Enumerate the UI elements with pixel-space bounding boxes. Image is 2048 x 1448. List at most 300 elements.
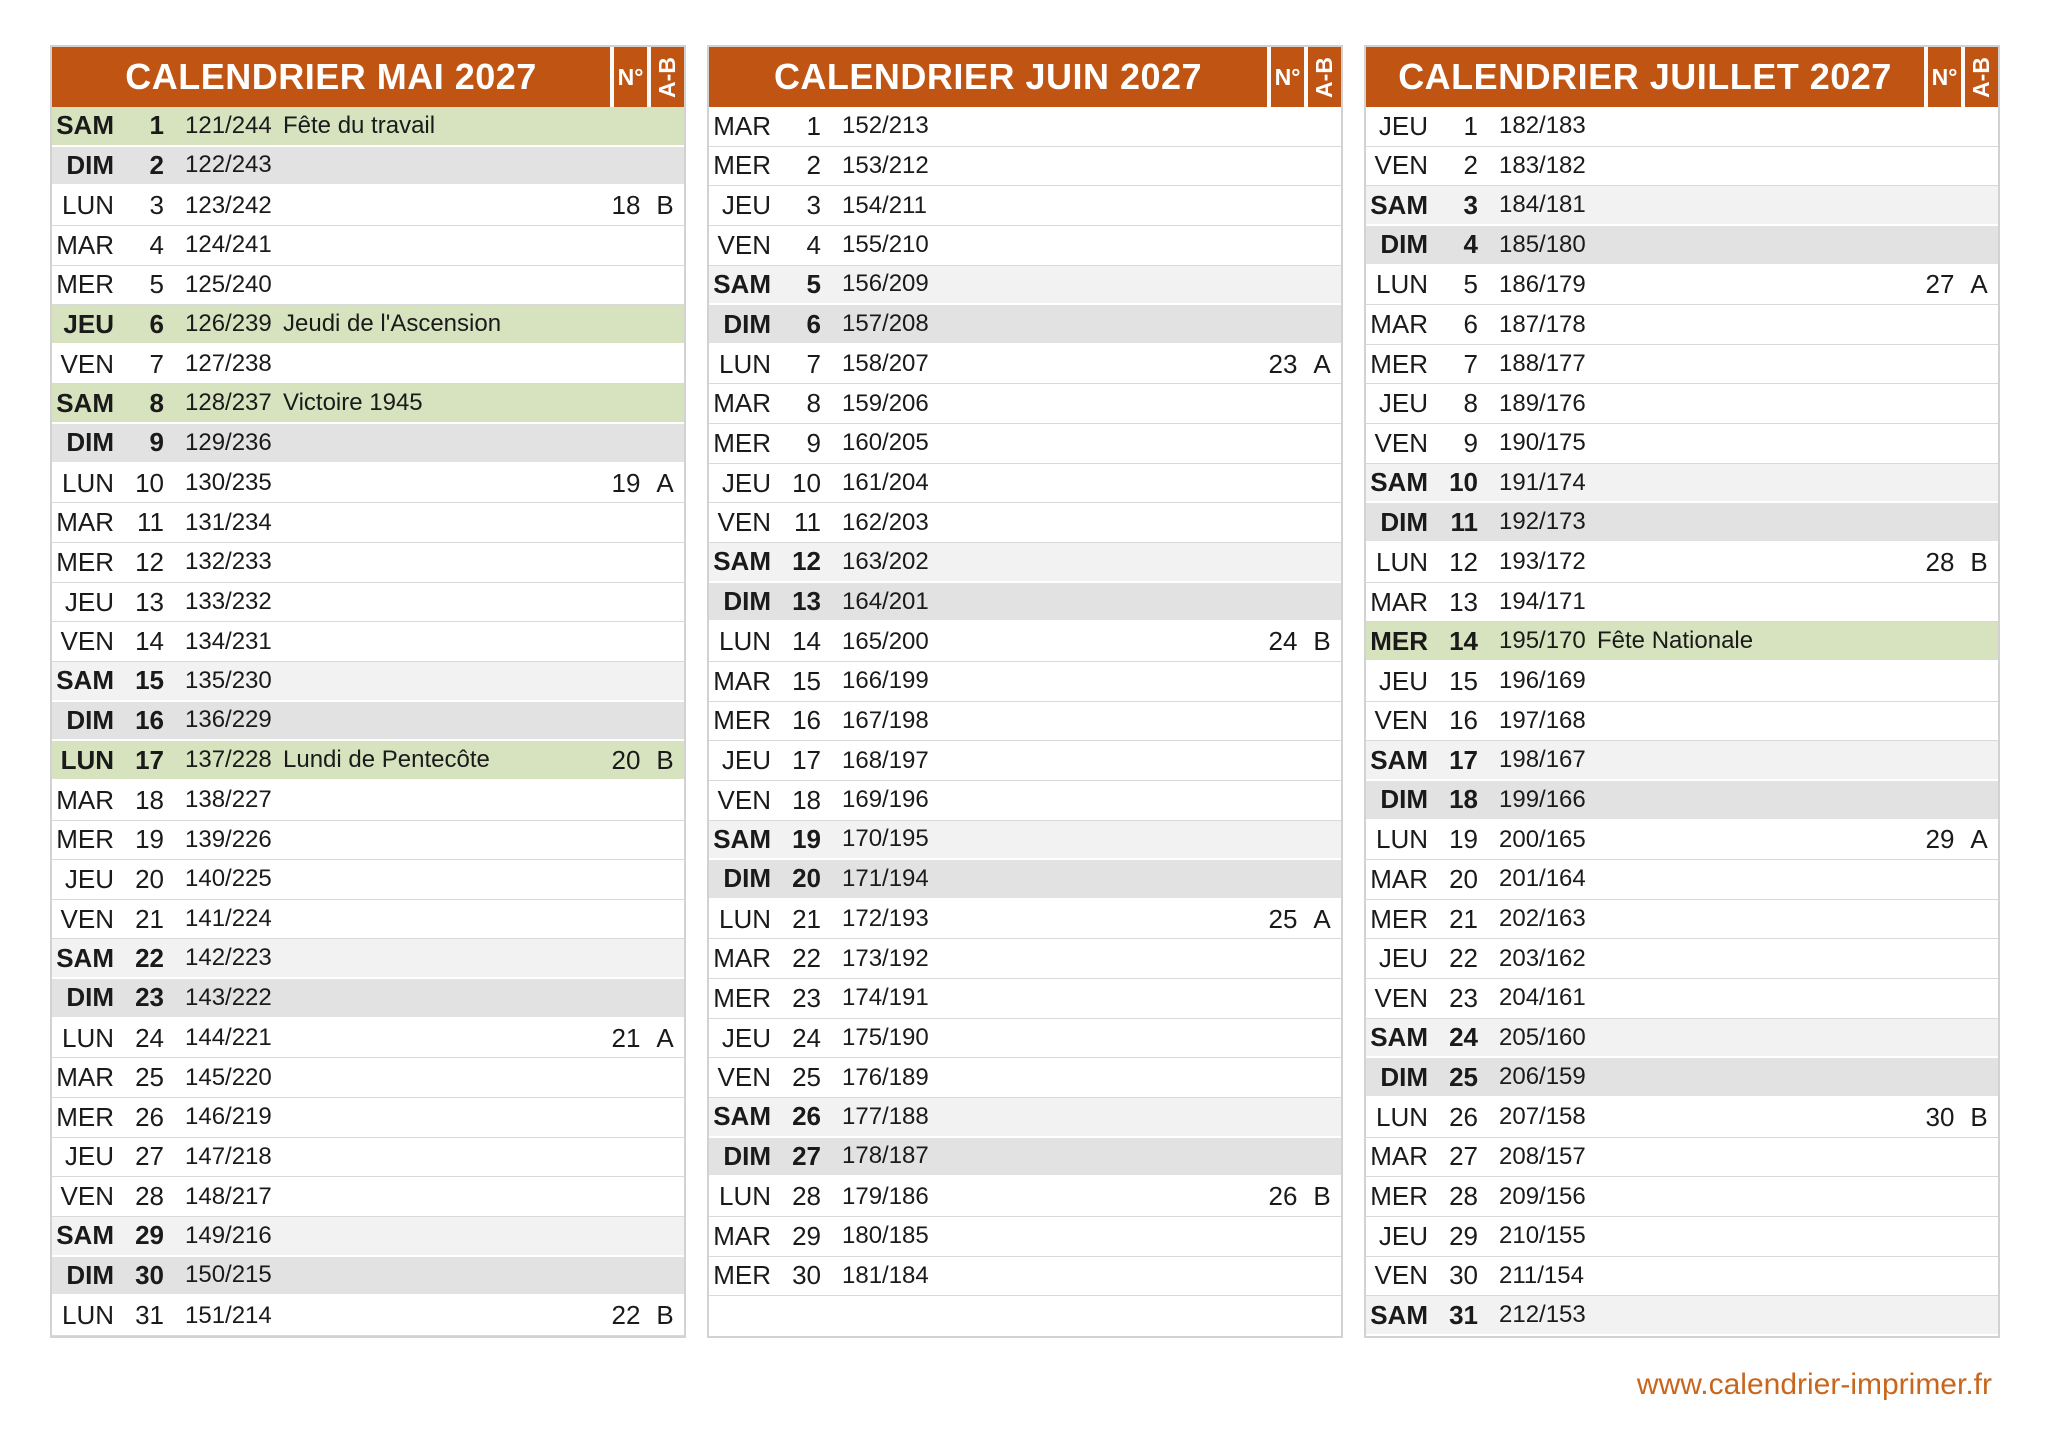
day-number: 17 xyxy=(792,745,821,776)
day-of-year: 174/191 xyxy=(842,984,929,1012)
calendar-row xyxy=(52,1217,684,1257)
calendar-row xyxy=(709,1058,1341,1098)
day-abbrev: JEU xyxy=(64,1141,114,1172)
day-abbrev: VEN xyxy=(60,1181,114,1212)
calendar-row xyxy=(1366,503,1998,543)
day-of-year: 180/185 xyxy=(842,1222,929,1250)
day-of-year: 129/236 xyxy=(185,428,272,456)
day-of-year: 210/155 xyxy=(1499,1222,1586,1250)
day-number: 31 xyxy=(135,1300,164,1331)
day-abbrev: MER xyxy=(1370,348,1428,379)
day-abbrev: DIM xyxy=(66,427,114,458)
ab-letter: A xyxy=(1313,348,1331,379)
day-of-year: 148/217 xyxy=(185,1182,272,1210)
calendar-row xyxy=(1366,1177,1998,1217)
day-abbrev: SAM xyxy=(1370,1022,1428,1053)
day-number: 14 xyxy=(792,626,821,657)
calendar-row xyxy=(709,226,1341,266)
day-abbrev: VEN xyxy=(1374,705,1428,736)
day-of-year: 187/178 xyxy=(1499,310,1586,338)
day-abbrev: MAR xyxy=(1370,863,1428,894)
day-abbrev: LUN xyxy=(718,626,771,657)
day-of-year: 151/214 xyxy=(185,1301,272,1329)
day-of-year: 162/203 xyxy=(842,508,929,536)
day-number: 12 xyxy=(792,546,821,577)
day-abbrev: MAR xyxy=(1370,586,1428,617)
calendar-july-title: CALENDRIER JUILLET 2027 xyxy=(1366,47,1924,107)
day-number: 20 xyxy=(1449,863,1478,894)
day-of-year: 175/190 xyxy=(842,1024,929,1052)
day-abbrev: VEN xyxy=(60,626,114,657)
calendar-row xyxy=(52,1296,684,1336)
day-number: 13 xyxy=(792,586,821,616)
calendar-row xyxy=(52,186,684,226)
day-abbrev: LUN xyxy=(1375,546,1428,577)
calendar-row xyxy=(52,979,684,1019)
day-of-year: 147/218 xyxy=(185,1142,272,1170)
day-of-year: 197/168 xyxy=(1499,706,1586,734)
day-abbrev: MAR xyxy=(56,784,114,815)
calendar-row xyxy=(1366,662,1998,702)
day-number: 17 xyxy=(135,744,164,775)
week-number-column-header: N° xyxy=(1271,47,1304,107)
week-number: 18 xyxy=(611,190,641,221)
calendar-row xyxy=(709,1098,1341,1138)
calendar-row xyxy=(709,186,1341,226)
day-of-year: 121/244 xyxy=(185,111,272,139)
calendar-row xyxy=(1366,226,1998,266)
day-abbrev: DIM xyxy=(66,704,114,735)
day-number: 21 xyxy=(1449,903,1478,934)
day-abbrev: VEN xyxy=(717,784,771,815)
calendar-row xyxy=(709,543,1341,583)
day-abbrev: VEN xyxy=(717,229,771,260)
day-of-year: 167/198 xyxy=(842,706,929,734)
day-abbrev: VEN xyxy=(717,507,771,538)
day-of-year: 183/182 xyxy=(1499,151,1586,179)
day-abbrev: DIM xyxy=(1380,229,1428,260)
day-abbrev: MER xyxy=(1370,625,1428,656)
day-number: 24 xyxy=(135,1022,164,1053)
day-number: 18 xyxy=(792,784,821,815)
day-of-year: 182/183 xyxy=(1499,112,1586,140)
day-number: 29 xyxy=(792,1220,821,1251)
day-number: 22 xyxy=(792,943,821,974)
day-of-year: 190/175 xyxy=(1499,429,1586,457)
day-of-year: 133/232 xyxy=(185,588,272,615)
calendar-row xyxy=(709,939,1341,979)
day-number: 28 xyxy=(135,1181,164,1212)
calendar-row xyxy=(1366,821,1998,861)
day-of-year: 161/204 xyxy=(842,469,929,497)
calendar-row xyxy=(1366,1058,1998,1098)
calendar-may xyxy=(50,45,686,1338)
calendar-row xyxy=(1366,107,1998,147)
day-of-year: 203/162 xyxy=(1499,944,1586,972)
day-number: 24 xyxy=(1449,1022,1478,1053)
day-abbrev: MER xyxy=(713,982,771,1013)
calendar-row xyxy=(52,821,684,861)
day-abbrev: DIM xyxy=(1380,1061,1428,1092)
day-number: 28 xyxy=(792,1181,821,1212)
day-abbrev: MAR xyxy=(713,1220,771,1251)
day-of-year: 146/219 xyxy=(185,1103,272,1131)
day-of-year: 178/187 xyxy=(842,1142,929,1170)
calendar-row xyxy=(709,464,1341,504)
day-number: 2 xyxy=(806,150,821,181)
week-number: 20 xyxy=(611,744,641,775)
day-abbrev: LUN xyxy=(61,190,114,221)
day-number: 7 xyxy=(149,348,164,379)
day-of-year: 207/158 xyxy=(1499,1103,1586,1131)
day-number: 3 xyxy=(806,190,821,221)
calendar-row xyxy=(52,860,684,900)
ab-letter: A xyxy=(656,1022,674,1053)
day-number: 8 xyxy=(1463,388,1478,419)
day-abbrev: SAM xyxy=(713,546,771,577)
day-number: 15 xyxy=(1449,665,1478,696)
holiday-name: Lundi de Pentecôte xyxy=(283,746,490,774)
calendar-row xyxy=(52,543,684,583)
day-of-year: 153/212 xyxy=(842,151,929,179)
day-abbrev: JEU xyxy=(1378,110,1428,141)
day-abbrev: JEU xyxy=(1378,1220,1428,1251)
day-abbrev: JEU xyxy=(721,467,771,498)
calendar-row xyxy=(709,821,1341,861)
day-of-year: 200/165 xyxy=(1499,825,1586,853)
day-number: 19 xyxy=(1449,824,1478,855)
calendar-row xyxy=(709,1019,1341,1059)
day-abbrev: JEU xyxy=(721,745,771,776)
day-abbrev: MER xyxy=(1370,903,1428,934)
day-number: 12 xyxy=(135,546,164,577)
ab-letter: B xyxy=(1970,546,1988,577)
calendar-row xyxy=(709,583,1341,623)
day-number: 17 xyxy=(1449,744,1478,775)
day-abbrev: DIM xyxy=(723,1140,771,1171)
calendar-row xyxy=(52,1098,684,1138)
day-number: 1 xyxy=(806,110,821,141)
day-abbrev: VEN xyxy=(1374,150,1428,181)
day-number: 10 xyxy=(1449,467,1478,498)
day-of-year: 160/205 xyxy=(842,429,929,457)
day-number: 24 xyxy=(792,1022,821,1053)
calendar-row xyxy=(52,107,684,147)
calendar-row xyxy=(52,503,684,543)
day-abbrev: MAR xyxy=(1370,1141,1428,1172)
day-abbrev: DIM xyxy=(723,863,771,894)
day-abbrev: JEU xyxy=(63,308,114,339)
day-abbrev: DIM xyxy=(66,1259,114,1290)
calendar-row xyxy=(1366,147,1998,187)
day-of-year: 155/210 xyxy=(842,231,929,259)
day-of-year: 202/163 xyxy=(1499,905,1586,933)
day-abbrev: LUN xyxy=(61,1022,114,1053)
day-of-year: 166/199 xyxy=(842,667,929,695)
day-number: 6 xyxy=(806,308,821,339)
calendar-row xyxy=(1366,741,1998,781)
calendar-july-body xyxy=(1366,107,1998,1336)
day-of-year: 136/229 xyxy=(185,706,272,734)
calendar-row xyxy=(709,900,1341,940)
calendar-july xyxy=(1364,45,2000,1338)
day-of-year: 184/181 xyxy=(1499,191,1586,219)
day-number: 11 xyxy=(137,507,164,538)
calendar-may-body xyxy=(52,107,684,1336)
day-of-year: 177/188 xyxy=(842,1102,929,1130)
day-of-year: 139/226 xyxy=(185,825,272,853)
footer-website-link[interactable]: www.calendrier-imprimer.fr xyxy=(1636,1368,1992,1401)
calendar-row xyxy=(52,1019,684,1059)
calendar-may-title: CALENDRIER MAI 2027 xyxy=(52,47,610,107)
holiday-name: Victoire 1945 xyxy=(283,389,423,417)
day-number: 25 xyxy=(135,1062,164,1093)
day-abbrev: SAM xyxy=(56,1220,114,1251)
day-number: 16 xyxy=(792,705,821,736)
day-of-year: 150/215 xyxy=(185,1261,272,1289)
day-of-year: 131/234 xyxy=(185,508,272,536)
calendar-row xyxy=(52,702,684,742)
day-of-year: 158/207 xyxy=(842,350,929,378)
calendar-row xyxy=(52,266,684,306)
day-abbrev: LUN xyxy=(1375,269,1428,300)
calendar-row xyxy=(1366,583,1998,623)
calendar-row xyxy=(52,1138,684,1178)
day-number: 16 xyxy=(1449,705,1478,736)
day-of-year: 176/189 xyxy=(842,1063,929,1091)
day-of-year: 164/201 xyxy=(842,587,929,615)
day-of-year: 154/211 xyxy=(842,191,927,219)
calendar-row xyxy=(1366,1217,1998,1257)
day-abbrev: MAR xyxy=(713,665,771,696)
day-abbrev: JEU xyxy=(1378,388,1428,419)
day-of-year: 168/197 xyxy=(842,746,929,774)
day-number: 12 xyxy=(1449,546,1478,577)
day-of-year: 143/222 xyxy=(185,983,272,1011)
calendar-row xyxy=(709,384,1341,424)
day-number: 11 xyxy=(1450,506,1478,537)
day-abbrev: DIM xyxy=(723,308,771,339)
day-abbrev: VEN xyxy=(717,1062,771,1093)
day-number: 29 xyxy=(1449,1220,1478,1251)
day-number: 26 xyxy=(135,1101,164,1132)
day-of-year: 196/169 xyxy=(1499,667,1586,695)
day-of-year: 130/235 xyxy=(185,469,272,497)
ab-letter: B xyxy=(1313,1181,1331,1212)
holiday-name: Jeudi de l'Ascension xyxy=(283,310,502,338)
day-number: 27 xyxy=(1449,1141,1478,1172)
day-abbrev: MER xyxy=(56,269,114,300)
day-number: 22 xyxy=(1449,943,1478,974)
holiday-name: Fête Nationale xyxy=(1597,627,1754,655)
day-of-year: 194/171 xyxy=(1499,588,1586,615)
day-number: 6 xyxy=(1463,309,1478,340)
week-number: 22 xyxy=(611,1300,641,1331)
day-number: 20 xyxy=(792,863,821,894)
day-abbrev: JEU xyxy=(1378,665,1428,696)
ab-letter: A xyxy=(1970,269,1988,300)
calendar-row xyxy=(52,662,684,702)
calendar-row xyxy=(52,1058,684,1098)
ab-column-header: A-B xyxy=(1965,47,1998,107)
day-number: 7 xyxy=(1463,348,1478,379)
calendar-july-header xyxy=(1366,47,1998,107)
day-abbrev: DIM xyxy=(66,982,114,1013)
calendar-row xyxy=(709,345,1341,385)
day-of-year: 169/196 xyxy=(842,786,929,814)
day-number: 3 xyxy=(149,190,164,221)
day-abbrev: SAM xyxy=(56,387,114,418)
calendar-row xyxy=(1366,1019,1998,1059)
day-number: 21 xyxy=(135,903,164,934)
calendar-row xyxy=(709,503,1341,543)
day-of-year: 208/157 xyxy=(1499,1142,1586,1170)
week-number-column-header: N° xyxy=(614,47,647,107)
day-abbrev: VEN xyxy=(1374,427,1428,458)
day-abbrev: LUN xyxy=(1375,1101,1428,1132)
day-number: 23 xyxy=(1449,982,1478,1013)
day-number: 6 xyxy=(149,308,164,339)
day-of-year: 132/233 xyxy=(185,548,272,576)
day-of-year: 188/177 xyxy=(1499,350,1586,378)
day-abbrev: MAR xyxy=(713,388,771,419)
day-of-year: 206/159 xyxy=(1499,1063,1586,1091)
calendar-row xyxy=(1366,979,1998,1019)
ab-column-header: A-B xyxy=(651,47,684,107)
day-of-year: 145/220 xyxy=(185,1063,272,1091)
day-number: 30 xyxy=(135,1259,164,1290)
day-of-year: 189/176 xyxy=(1499,389,1586,417)
day-number: 9 xyxy=(806,427,821,458)
day-number: 4 xyxy=(1463,229,1478,260)
day-number: 18 xyxy=(1449,784,1478,815)
day-number: 21 xyxy=(792,903,821,934)
day-abbrev: DIM xyxy=(723,586,771,616)
calendar-june-header xyxy=(709,47,1341,107)
week-number: 25 xyxy=(1268,903,1298,934)
day-number: 8 xyxy=(806,388,821,419)
calendar-row xyxy=(709,305,1341,345)
day-of-year: 128/237 xyxy=(185,389,272,417)
calendar-row xyxy=(52,583,684,623)
day-number: 26 xyxy=(1449,1101,1478,1132)
day-number: 2 xyxy=(149,149,164,180)
day-number: 20 xyxy=(135,863,164,894)
calendar-row xyxy=(1366,345,1998,385)
day-number: 13 xyxy=(135,586,164,617)
day-of-year: 126/239 xyxy=(185,310,272,338)
week-number: 23 xyxy=(1268,348,1298,379)
day-number: 5 xyxy=(149,269,164,300)
calendar-row xyxy=(1366,305,1998,345)
calendar-row xyxy=(709,147,1341,187)
calendar-row xyxy=(709,622,1341,662)
day-number: 19 xyxy=(135,824,164,855)
calendar-row xyxy=(1366,622,1998,662)
week-number: 28 xyxy=(1925,546,1955,577)
day-abbrev: SAM xyxy=(713,823,771,854)
day-of-year: 125/240 xyxy=(185,270,272,298)
day-number: 30 xyxy=(1449,1260,1478,1291)
day-of-year: 156/209 xyxy=(842,270,929,298)
calendar-row xyxy=(709,1217,1341,1257)
calendar-row xyxy=(52,345,684,385)
ab-column-header: A-B xyxy=(1308,47,1341,107)
day-abbrev: MER xyxy=(56,824,114,855)
day-number: 26 xyxy=(792,1101,821,1132)
day-of-year: 201/164 xyxy=(1499,865,1586,893)
calendar-row xyxy=(709,266,1341,306)
calendar-row xyxy=(1366,781,1998,821)
day-number: 10 xyxy=(792,467,821,498)
day-number: 5 xyxy=(806,268,821,299)
calendar-row xyxy=(709,107,1341,147)
day-of-year: 172/193 xyxy=(842,905,929,933)
day-number: 4 xyxy=(149,229,164,260)
day-of-year: 163/202 xyxy=(842,547,929,575)
week-number: 24 xyxy=(1268,626,1298,657)
day-number: 29 xyxy=(135,1220,164,1251)
calendar-row xyxy=(52,1177,684,1217)
calendar-row xyxy=(52,939,684,979)
day-of-year: 191/174 xyxy=(1499,468,1586,496)
day-number: 15 xyxy=(135,665,164,696)
day-abbrev: SAM xyxy=(713,1101,771,1132)
calendar-row xyxy=(709,741,1341,781)
calendar-june-title: CALENDRIER JUIN 2027 xyxy=(709,47,1267,107)
calendar-row xyxy=(1366,186,1998,226)
day-abbrev: SAM xyxy=(56,942,114,973)
day-number: 2 xyxy=(1463,150,1478,181)
day-abbrev: JEU xyxy=(64,586,114,617)
day-abbrev: LUN xyxy=(61,1300,114,1331)
day-abbrev: MAR xyxy=(713,943,771,974)
day-number: 18 xyxy=(135,784,164,815)
day-abbrev: MAR xyxy=(1370,309,1428,340)
day-of-year: 179/186 xyxy=(842,1182,929,1210)
day-abbrev: JEU xyxy=(721,1022,771,1053)
day-number: 9 xyxy=(149,427,164,458)
calendar-row xyxy=(52,384,684,424)
day-number: 3 xyxy=(1463,189,1478,220)
day-abbrev: LUN xyxy=(1375,824,1428,855)
day-number: 27 xyxy=(792,1140,821,1171)
day-abbrev: VEN xyxy=(60,348,114,379)
day-abbrev: SAM xyxy=(713,268,771,299)
day-abbrev: LUN xyxy=(718,1181,771,1212)
day-abbrev: LUN xyxy=(60,744,114,775)
day-of-year: 212/153 xyxy=(1499,1301,1586,1329)
calendar-row xyxy=(1366,1098,1998,1138)
day-number: 14 xyxy=(1449,625,1478,656)
day-of-year: 122/243 xyxy=(185,151,272,179)
day-of-year: 204/161 xyxy=(1499,984,1586,1012)
day-of-year: 140/225 xyxy=(185,865,272,893)
calendar-may-header xyxy=(52,47,684,107)
day-abbrev: VEN xyxy=(1374,982,1428,1013)
calendar-row xyxy=(52,147,684,187)
ab-letter: B xyxy=(1313,626,1331,657)
day-of-year: 137/228 xyxy=(185,746,272,774)
day-number: 25 xyxy=(792,1062,821,1093)
day-of-year: 134/231 xyxy=(185,627,272,655)
calendar-row xyxy=(709,979,1341,1019)
week-number-column-header: N° xyxy=(1928,47,1961,107)
day-abbrev: MER xyxy=(713,1260,771,1291)
calendar-june-body xyxy=(709,107,1341,1336)
day-abbrev: MER xyxy=(56,1101,114,1132)
calendar-row xyxy=(709,781,1341,821)
